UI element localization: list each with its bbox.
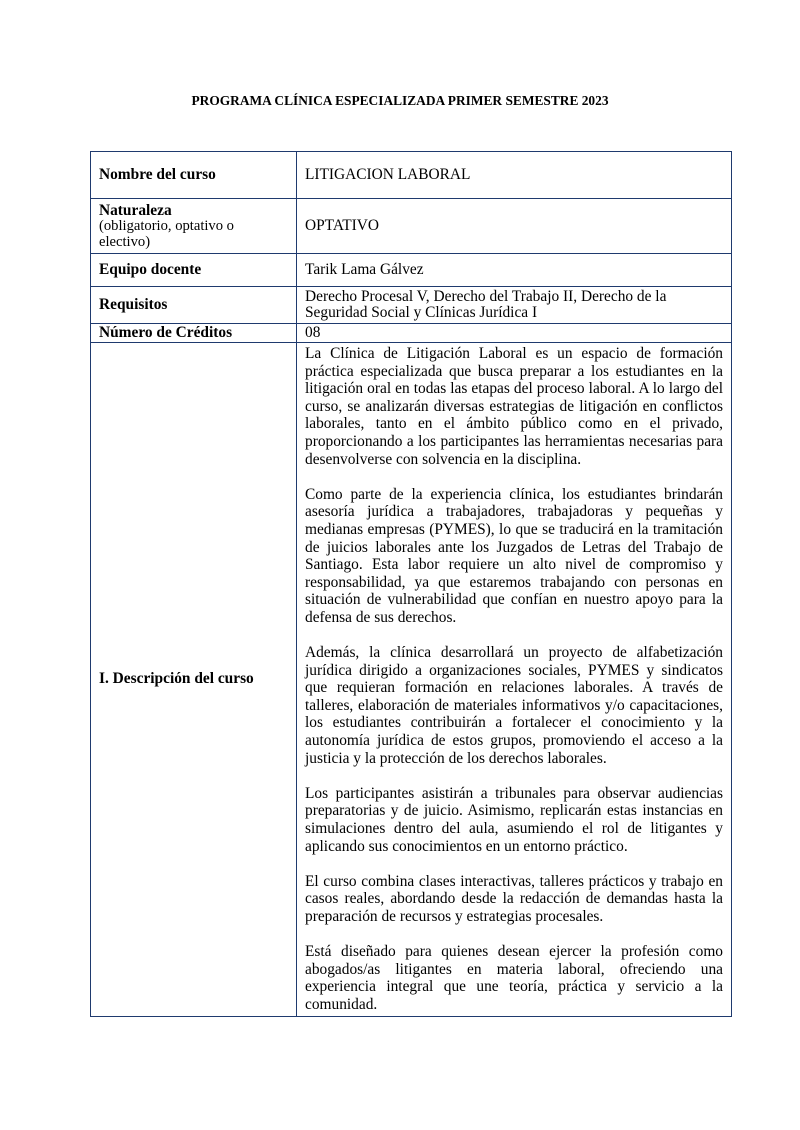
label-creditos: Número de Créditos — [91, 324, 297, 343]
value-equipo: Tarik Lama Gálvez — [297, 254, 732, 287]
description-paragraph: Además, la clínica desarrollará un proyecto de alfabetización jurídica dirigido a organizaciones sociales, PYMES y sindicatos que requieran formación en relaciones laborales. A través de talleres, elaboración de materiales informativos y/o capacitaciones, los estudiantes contribuirán a fortalecer el conocimiento y la autonomía jurídica de estos grupos, promoviendo el acceso a la justicia y la protección de los derechos laborales. — [305, 644, 723, 767]
description-paragraph: La Clínica de Litigación Laboral es un espacio de formación práctica especializada que busca preparar a los estudiantes en la litigación oral en todas las etapas del proceso laboral. A lo largo del curso, se analizarán diversas estrategias de litigación en conflictos laborales, tanto en el ámbito público como en el privado, proporcionando a los participantes las herramientas necesarias para desenvolverse con solvencia en la disciplina. — [305, 345, 723, 468]
value-naturaleza: OPTATIVO — [297, 199, 732, 254]
value-descripcion — [297, 343, 732, 1017]
label-nombre: Nombre del curso — [91, 152, 297, 199]
value-nombre: LITIGACION LABORAL — [297, 152, 732, 199]
label-descripcion: I. Descripción del curso — [91, 343, 297, 1017]
value-requisitos: Derecho Procesal V, Derecho del Trabajo II, Derecho de la Seguridad Social y Clínicas Jurídica I — [297, 287, 732, 324]
row-nombre — [91, 152, 732, 199]
row-naturaleza — [91, 199, 732, 254]
description-paragraph: Como parte de la experiencia clínica, los estudiantes brindarán asesoría jurídica a trabajadores, trabajadoras y pequeñas y medianas empresas (PYMES), lo que se traducirá en la tramitación de juicios laborales ante los Juzgados de Letras del Trabajo de Santiago. Esta labor requiere un alto nivel de compromiso y responsabilidad, ya que estaremos trabajando con personas en situación de vulnerabilidad que confían en nuestro apoyo para la defensa de sus derechos. — [305, 485, 723, 626]
label-naturaleza-cell — [91, 199, 297, 254]
row-requisitos — [91, 287, 732, 324]
document-title: PROGRAMA CLÍNICA ESPECIALIZADA PRIMER SEMESTRE 2023 — [191, 93, 609, 108]
label-naturaleza: Naturaleza — [99, 201, 172, 219]
row-descripcion — [91, 343, 732, 1017]
label-equipo: Equipo docente — [91, 254, 297, 287]
description-paragraph: El curso combina clases interactivas, talleres prácticos y trabajo en casos reales, abordando desde la redacción de demandas hasta la preparación de recursos y estrategias procesales. — [305, 872, 723, 925]
course-table — [90, 151, 732, 1017]
label-requisitos: Requisitos — [91, 287, 297, 324]
description-paragraph: Los participantes asistirán a tribunales para observar audiencias preparatorias y de juicio. Asimismo, replicarán estas instancias en simulaciones dentro del aula, asumiendo el rol de litigantes y aplicando sus conocimientos en un entorno práctico. — [305, 784, 723, 855]
description-paragraph: Está diseñado para quienes desean ejercer la profesión como abogados/as litigantes en materia laboral, ofreciendo una experiencia integral que une teoría, práctica y servicio a la comunidad. — [305, 943, 723, 1013]
label-naturaleza-sub: (obligatorio, optativo o electivo) — [99, 218, 234, 250]
row-creditos — [91, 324, 732, 343]
value-creditos: 08 — [297, 324, 732, 343]
row-equipo — [91, 254, 732, 287]
